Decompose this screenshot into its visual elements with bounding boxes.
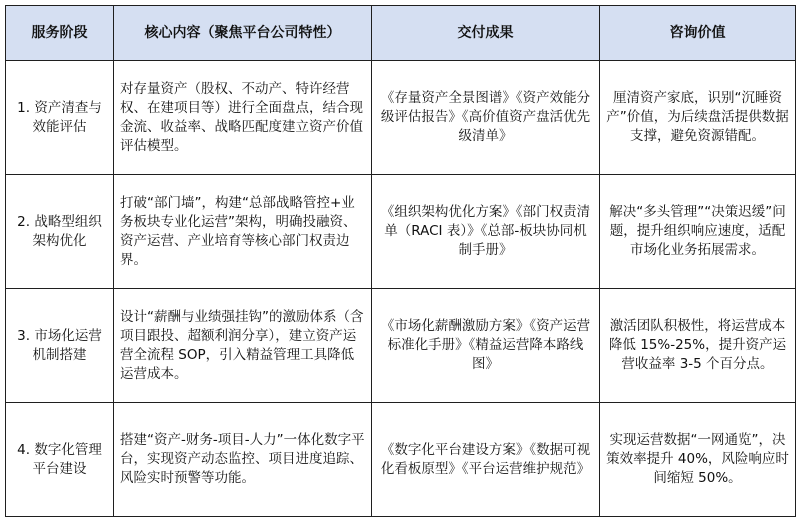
content-cell: 对存量资产（股权、不动产、特许经营权、在建项目等）进行全面盘点，结合现金流、收益率、战略匹配度建立资产价值评估模型。 [114,61,372,175]
content-cell: 设计“薪酬与业绩强挂钩”的激励体系（含项目跟投、超额利润分享），建立资产运营全流程 SOP，引入精益管理工具降低运营成本。 [114,289,372,403]
header-service-stage: 服务阶段 [6,6,114,61]
stage-cell: 4. 数字化管理平台建设 [6,403,114,517]
deliverable-cell: 《存量资产全景图谱》《资产效能分级评估报告》《高价值资产盘活优先级清单》 [372,61,600,175]
deliverable-cell: 《数字化平台建设方案》《数据可视化看板原型》《平台运营维护规范》 [372,403,600,517]
consulting-service-table [5,5,796,517]
stage-cell: 2. 战略型组织架构优化 [6,175,114,289]
stage-cell: 3. 市场化运营机制搭建 [6,289,114,403]
deliverable-cell: 《市场化薪酬激励方案》《资产运营标准化手册》《精益运营降本路线图》 [372,289,600,403]
deliverable-cell: 《组织架构优化方案》《部门权责清单（RACI 表）》《总部-板块协同机制手册》 [372,175,600,289]
stage-cell: 1. 资产清查与效能评估 [6,61,114,175]
content-cell: 搭建“资产-财务-项目-人力”一体化数字平台，实现资产动态监控、项目进度追踪、风险实时预警等功能。 [114,403,372,517]
value-cell: 解决“多头管理”“决策迟缓”问题，提升组织响应速度，适配市场化业务拓展需求。 [600,175,796,289]
header-consulting-value: 咨询价值 [600,6,796,61]
value-cell: 激活团队积极性，将运营成本降低 15%-25%，提升资产运营收益率 3-5 个百分点。 [600,289,796,403]
table-row [6,403,796,517]
consulting-table-container [5,5,796,517]
table-header-row [6,6,796,61]
value-cell: 实现运营数据“一网通览”，决策效率提升 40%，风险响应时间缩短 50%。 [600,403,796,517]
table-row [6,61,796,175]
header-core-content: 核心内容（聚焦平台公司特性） [114,6,372,61]
content-cell: 打破“部门墙”，构建“总部战略管控+业务板块专业化运营”架构，明确投融资、资产运营、产业培育等核心部门权责边界。 [114,175,372,289]
table-row [6,289,796,403]
value-cell: 厘清资产家底，识别“沉睡资产”价值，为后续盘活提供数据支撑，避免资源错配。 [600,61,796,175]
table-row [6,175,796,289]
header-deliverables: 交付成果 [372,6,600,61]
